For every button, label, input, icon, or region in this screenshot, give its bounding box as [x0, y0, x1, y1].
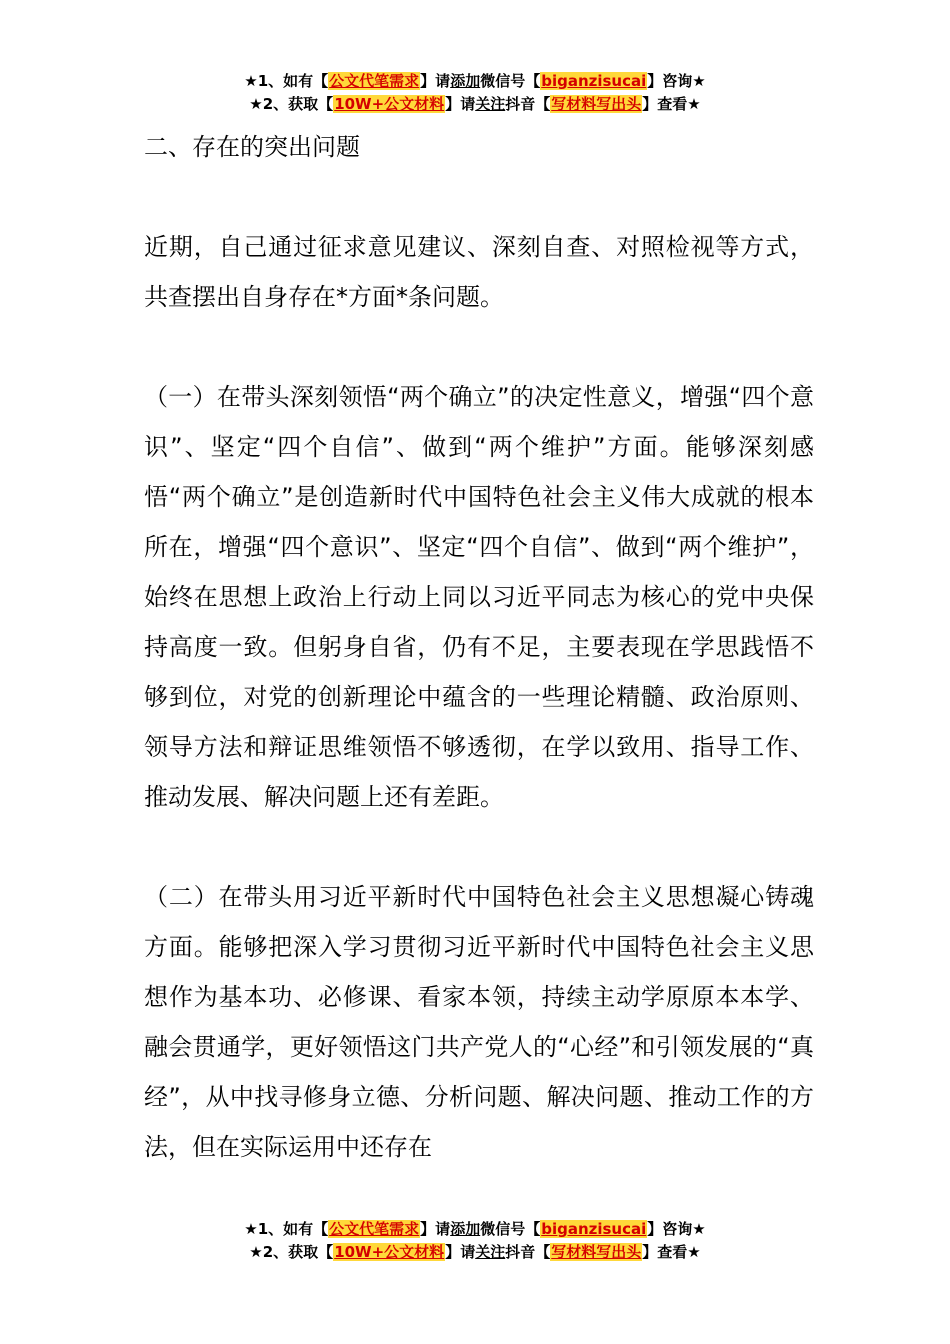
document-body — [144, 122, 814, 1222]
banner-line-2: ★2、获取【10W+公文材料】请关注抖音【写材料写出头】查看★ — [249, 1243, 701, 1261]
section-heading: 二、存在的突出问题 — [144, 133, 360, 161]
banner-line-1: ★1、如有【公文代笔需求】请添加微信号【biganzisucai】咨询★ — [244, 72, 706, 90]
banner-douyin-id: 写材料写出头 — [551, 1243, 642, 1261]
intro-paragraph: 近期，自己通过征求意见建议、深刻自查、对照检视等方式，共查摆出自身存在*方面*条问题。 — [144, 233, 814, 311]
footer-banner — [0, 1218, 950, 1264]
paragraph-section-2: （二）在带头用习近平新时代中国特色社会主义思想凝心铸魂方面。能够把深入学习贯彻习近平新时代中国特色社会主义思想作为基本功、必修课、看家本领，持续主动学原原本本学、融会贯通学，更好领悟这门共产党人的“心经”和引领发展的“真经”，从中找寻修身立德、分析问题、解决问题、推动工作的方法，但在实际运用中还存在 — [144, 883, 814, 1161]
header-banner — [0, 70, 950, 116]
banner-highlight: 公文代笔需求 — [329, 72, 420, 90]
banner-wechat-id: biganzisucai — [541, 72, 647, 90]
banner-wechat-id: biganzisucai — [541, 1220, 647, 1238]
banner-douyin-id: 写材料写出头 — [551, 95, 642, 113]
banner-line-1: ★1、如有【公文代笔需求】请添加微信号【biganzisucai】咨询★ — [244, 1220, 706, 1238]
banner-highlight: 公文代笔需求 — [329, 1220, 420, 1238]
banner-line-2: ★2、获取【10W+公文材料】请关注抖音【写材料写出头】查看★ — [249, 95, 701, 113]
paragraph-section-1: （一）在带头深刻领悟“两个确立”的决定性意义，增强“四个意识”、坚定“四个自信”、做到“两个维护”方面。能够深刻感悟“两个确立”是创造新时代中国特色社会主义伟大成就的根本所在，增强“四个意识”、坚定“四个自信”、做到“两个维护”，始终在思想上政治上行动上同以习近平同志为核心的党中央保持高度一致。但躬身自省，仍有不足，主要表现在学思践悟不够到位，对党的创新理论中蕴含的一些理论精髓、政治原则、领导方法和辩证思维领悟不够透彻，在学以致用、指导工作、推动发展、解决问题上还有差距。 — [144, 383, 814, 811]
banner-highlight: 10W+公文材料 — [334, 95, 445, 113]
banner-highlight: 10W+公文材料 — [334, 1243, 445, 1261]
